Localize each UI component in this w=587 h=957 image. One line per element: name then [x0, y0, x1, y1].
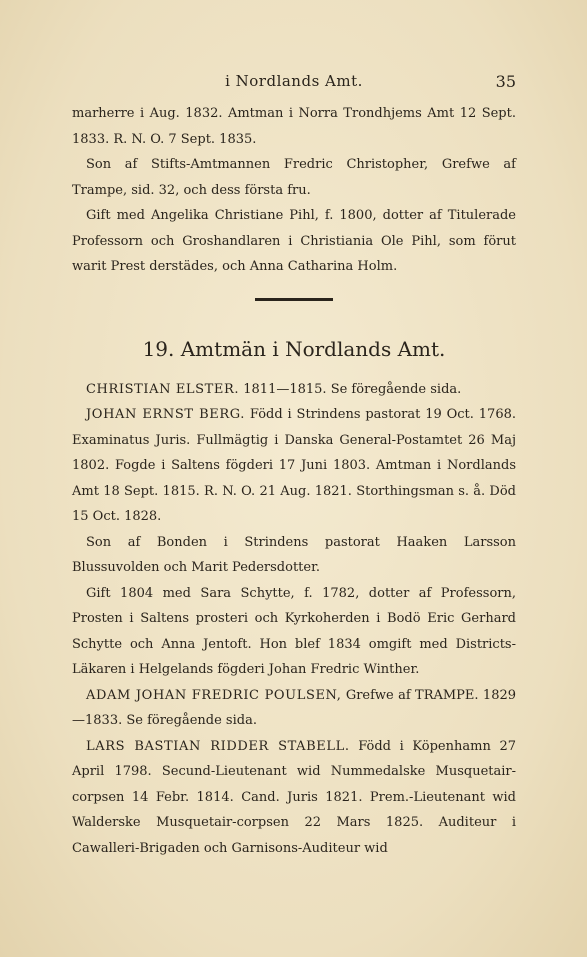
section-heading: 19. Amtmän i Nordlands Amt. [142, 336, 446, 361]
section-divider [255, 298, 333, 301]
entry-text: Född i Köpenhamn 27 April 1798. Secund-Lieutenant wid Nummedalske Musquetair-corpsen 14 Febr. 1814. Cand. Juris 1821. Prem.-Lieutenant wid Walderske Musquetair-corpsen 22 Mars 1825. Auditeur i Cawalleri-Brigaden och Garnisons-Auditeur wid [72, 738, 516, 856]
paragraph-parentage: Son af Stifts-Amtmannen Fredric Christopher, Grefwe af Trampe, sid. 32, och dess första fru. [72, 157, 516, 198]
entry-elster [72, 377, 516, 403]
entry-name: LARS BASTIAN RIDDER STABELL. [86, 738, 350, 754]
page-number: 35 [495, 72, 516, 91]
paragraph-marriage: Gift med Angelika Christiane Pihl, f. 1800, dotter af Titulerade Professorn och Groshandlaren i Christiania Ole Pihl, som förut warit Prest derstädes, och Anna Catharina Holm. [72, 208, 516, 274]
entry-stabell [72, 734, 516, 862]
entry-name: CHRISTIAN ELSTER. [86, 381, 240, 397]
entry-poulsen [72, 683, 516, 734]
paragraph-continuation: marherre i Aug. 1832. Amtman i Norra Trondhjems Amt 12 Sept. 1833. R. N. O. 7 Sept. 1835. [72, 106, 516, 147]
entry-text: Grefwe af TRAMPE. 1829—1833. Se föregående sida. [72, 687, 517, 728]
page-body [72, 101, 516, 861]
page-header [72, 72, 516, 96]
entry-name: ADAM JOHAN FREDRIC POULSEN, [86, 687, 342, 703]
paragraph-berg-marriage: Gift 1804 med Sara Schytte, f. 1782, dotter af Professorn, Prosten i Saltens prosteri och Kyrkoherden i Bodö Eric Gerhard Schytte och Anna Jentoft. Hon blef 1834 omgift med Districts-Läkaren i Helgelands fögderi Johan Fredric Winther. [72, 585, 516, 677]
entry-name: JOHAN ERNST BERG. [86, 407, 246, 422]
entry-text: 1811—1815. Se föregående sida. [243, 381, 462, 397]
entry-text: Född i Strindens pastorat 19 Oct. 1768. Examinatus Juris. Fullmägtig i Danska General-Postamtet 26 Maj 1802. Fogde i Saltens fögderi 17 Juni 1803. Amtman i Nordlands Amt 18 Sept. 1815. R. N. O. 21 Aug. 1821. Storthingsman s. å. Död 15 Oct. 1828. [72, 407, 516, 524]
running-title: i Nordlands Amt. [225, 72, 363, 90]
entry-berg [72, 402, 516, 530]
paragraph-berg-parentage: Son af Bonden i Strindens pastorat Haaken Larsson Blussuvolden och Marit Pedersdotter. [72, 534, 516, 575]
